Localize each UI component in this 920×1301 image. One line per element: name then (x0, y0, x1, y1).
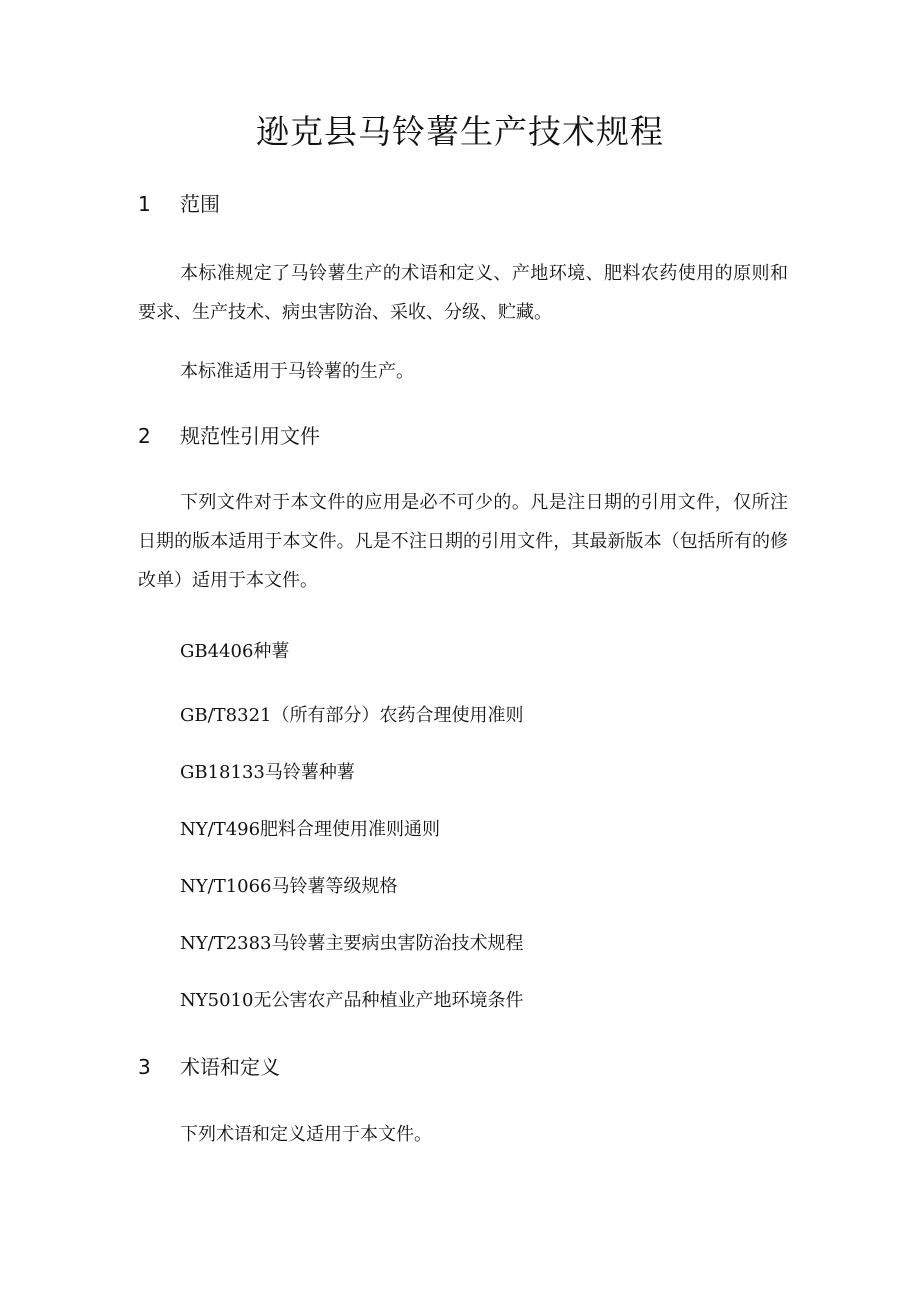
reference-item: NY5010无公害农产品种植业产地环境条件 (180, 990, 524, 1011)
references-intro-paragraph: 下列文件对于本文件的应用是必不可少的。凡是注日期的引用文件，仅所注日期的版本适用于本文件。凡是不注日期的引用文件，其最新版本（包括所有的修改单）适用于本文件。 (138, 492, 788, 591)
section-heading-terms-definitions (138, 1053, 280, 1081)
reference-item: GB18133马铃薯种薯 (180, 762, 355, 783)
scope-paragraph: 本标准规定了马铃薯生产的术语和定义、产地环境、肥料农药使用的原则和要求、生产技术、病虫害防治、采收、分级、贮藏。 (138, 263, 788, 323)
reference-item: NY/T2383马铃薯主要病虫害防治技术规程 (180, 933, 524, 954)
section-title: 规范性引用文件 (180, 424, 320, 448)
section-heading-normative-references (138, 422, 320, 450)
section-heading-scope (138, 190, 220, 218)
scope-applicability-paragraph: 本标准适用于马铃薯的生产。 (180, 361, 414, 382)
reference-item: NY/T496肥料合理使用准则通则 (180, 819, 441, 840)
document-title: 逊克县马铃薯生产技术规程 (256, 112, 664, 151)
terms-intro-paragraph: 下列术语和定义适用于本文件。 (180, 1124, 432, 1145)
section-number: 2 (138, 424, 151, 448)
reference-item: GB4406种薯 (180, 641, 290, 662)
reference-item: GB/T8321（所有部分）农药合理使用准则 (180, 705, 524, 726)
section-title: 术语和定义 (180, 1055, 280, 1079)
section-number: 3 (138, 1055, 151, 1079)
section-number: 1 (138, 192, 151, 216)
section-title: 范围 (180, 192, 220, 216)
reference-item: NY/T1066马铃薯等级规格 (180, 876, 398, 897)
